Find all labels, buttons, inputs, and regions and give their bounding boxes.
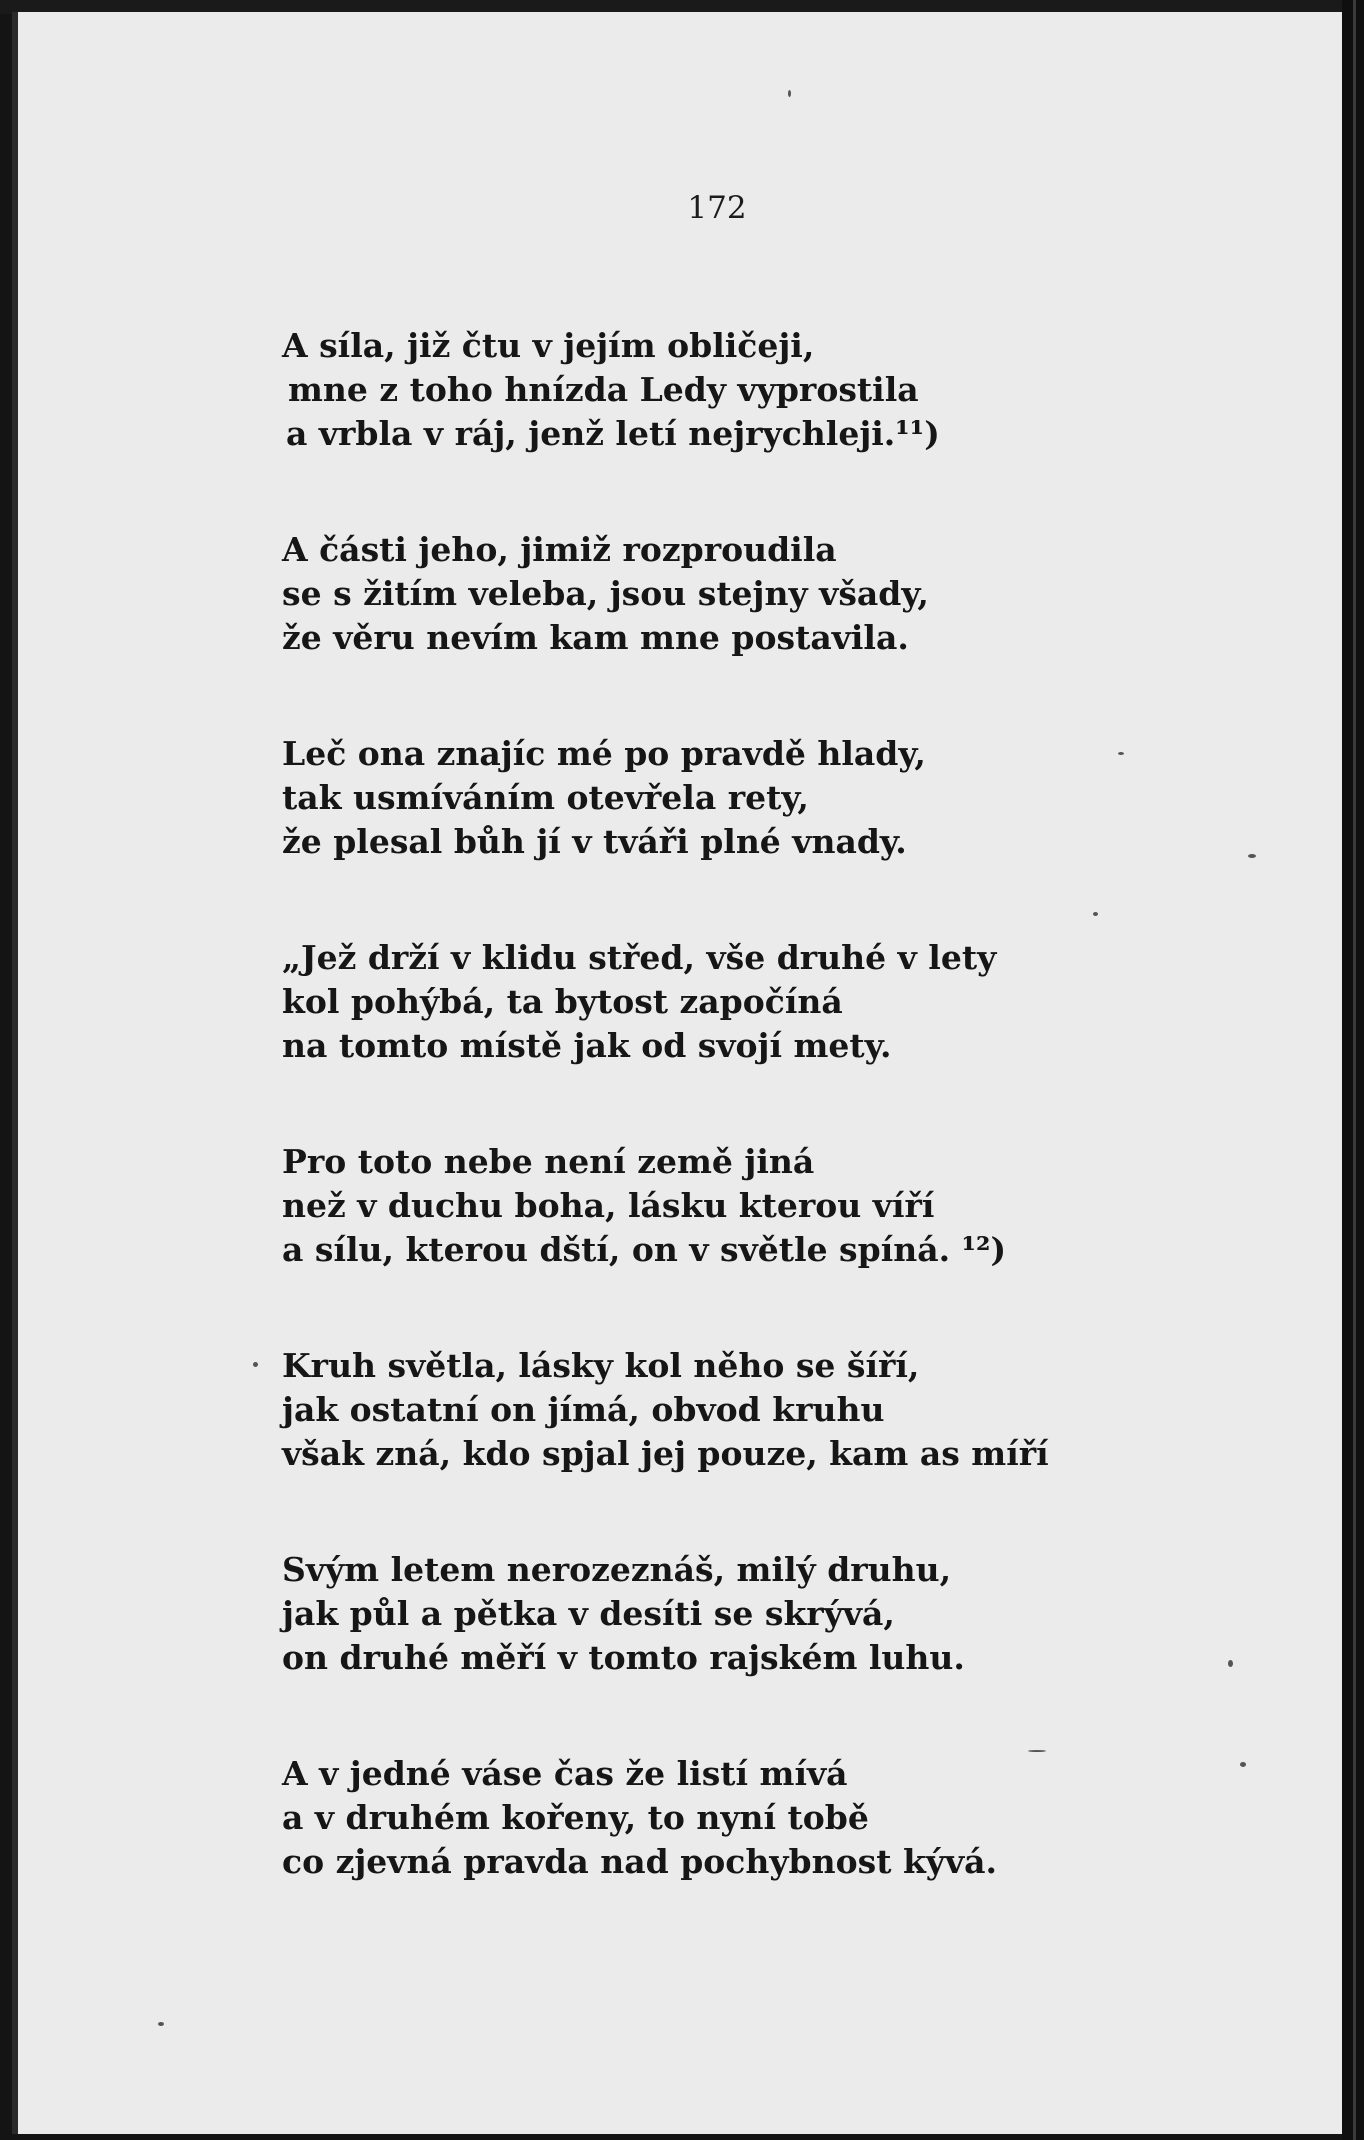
verse-line: že věru nevím kam mne postavila. xyxy=(282,618,909,657)
verse-line: Leč ona znajíc mé po pravdě hlady, xyxy=(282,734,926,773)
verse-line: a vrbla v ráj, jenž letí nejrychleji.¹¹) xyxy=(286,414,940,453)
verse-line: Svým letem nerozeznáš, milý druhu, xyxy=(282,1550,952,1589)
verse-line: mne z toho hnízda Ledy vyprostila xyxy=(288,370,919,409)
verse-line: kol pohýbá, ta bytost započíná xyxy=(282,982,843,1021)
dust-speck xyxy=(253,1362,258,1367)
page-number: 172 xyxy=(687,190,747,226)
verse-line: A v jedné váse čas že listí mívá xyxy=(282,1754,848,1793)
verse-line: se s žitím veleba, jsou stejny všady, xyxy=(282,574,929,613)
verse-line: a v druhém kořeny, to nyní tobě xyxy=(282,1798,869,1837)
stanza xyxy=(282,1752,1122,1956)
stanza xyxy=(282,1140,1122,1344)
scan-right-edge-line xyxy=(1353,0,1356,2140)
dust-speck xyxy=(788,90,791,97)
stanza xyxy=(282,528,1122,732)
stanza xyxy=(282,936,1122,1140)
stanza xyxy=(282,1548,1122,1752)
dust-speck xyxy=(1240,1762,1246,1767)
stanza xyxy=(282,732,1122,936)
verse-line: co zjevná pravda nad pochybnost kývá. xyxy=(282,1842,998,1881)
verse-line: než v duchu boha, lásku kterou víří xyxy=(282,1186,935,1225)
verse-line: „Jež drží v klidu střed, vše druhé v lety xyxy=(282,938,997,977)
verse-line: A části jeho, jimiž rozproudila xyxy=(282,530,837,569)
verse-line: tak usmíváním otevřela rety, xyxy=(282,778,809,817)
stanza xyxy=(282,1344,1122,1548)
verse-line: on druhé měří v tomto rajském luhu. xyxy=(282,1638,965,1677)
verse-line: jak půl a pětka v desíti se skrývá, xyxy=(282,1594,895,1633)
dust-speck xyxy=(1228,1660,1233,1667)
verse-line: Pro toto nebe není země jiná xyxy=(282,1142,815,1181)
stanza xyxy=(282,324,1122,528)
verse-line: a sílu, kterou dští, on v světle spíná. ¹²) xyxy=(282,1230,1007,1269)
dust-speck xyxy=(1248,854,1256,858)
verse-line: jak ostatní on jímá, obvod kruhu xyxy=(282,1390,885,1429)
dust-speck xyxy=(158,2022,164,2026)
poem xyxy=(282,324,1122,1956)
verse-line: na tomto místě jak od svojí mety. xyxy=(282,1026,892,1065)
verse-line: že plesal bůh jí v tváři plné vnady. xyxy=(282,822,907,861)
verse-line: Kruh světla, lásky kol něho se šíří, xyxy=(282,1346,920,1385)
verse-line: A síla, již čtu v jejím obličeji, xyxy=(282,326,815,365)
verse-line: však zná, kdo spjal jej pouze, kam as míří xyxy=(282,1434,1049,1473)
